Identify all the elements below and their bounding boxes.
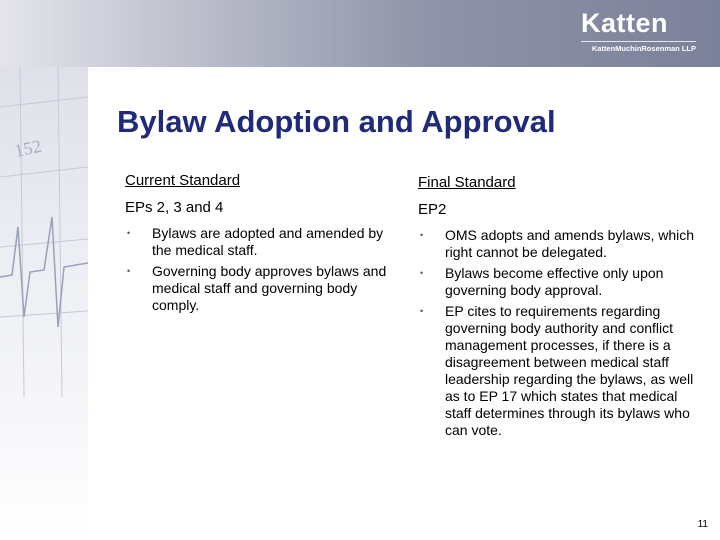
current-standard-subheading: EPs 2, 3 and 4 [125,199,224,216]
final-standard-subheading: EP2 [418,201,447,218]
list-item: • Bylaws are adopted and amended by the medical staff. [127,225,384,258]
ecg-grid-graphic [0,67,88,540]
firm-logo-subtitle: KattenMuchinRosenman LLP [591,44,696,53]
list-item: • OMS adopts and amends bylaws, which right cannot be delegated. [420,227,695,260]
header-band [0,0,720,67]
current-standard-column [125,172,400,318]
firm-logo: Katten [580,8,668,38]
final-standard-heading: Final Standard [418,174,516,191]
final-standard-column [418,172,698,443]
list-item: • Bylaws become effective only upon governing body approval. [420,265,664,298]
logo-divider [581,41,696,42]
svg-text:152: 152 [12,135,44,161]
decorative-sidebar [0,67,88,540]
current-standard-heading: Current Standard [125,172,241,189]
page-number: 11 [697,519,708,530]
bullet-icon: • [420,306,424,316]
bullet-icon: • [420,268,424,278]
current-standard-bullets [125,225,400,314]
bullet-icon: • [127,228,131,238]
bullet-icon: • [127,266,131,276]
bullet-icon: • [420,230,424,240]
list-item: • Governing body approves bylaws and medical staff and governing body comply. [127,263,387,313]
final-standard-bullets [418,227,698,439]
slide-title: Bylaw Adoption and Approval [117,104,556,139]
list-item: • EP cites to requirements regarding governing body authority and conflict management processes, if there is a disagreement between medical staff leadership regarding the bylaws, as well as to EP 17 which states that medical staff determines through its bylaws who can vote. [420,303,694,438]
